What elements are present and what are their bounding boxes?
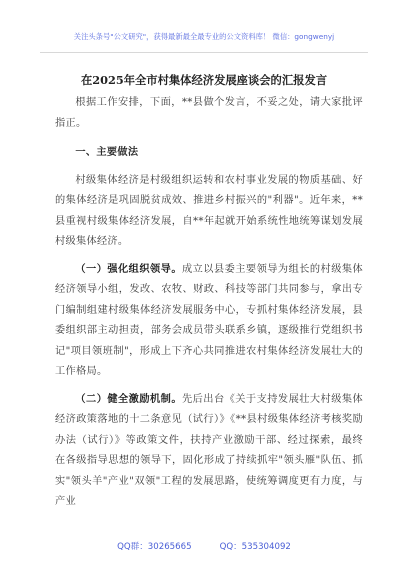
- footer-qq-group: QQ群：30265665: [117, 542, 192, 552]
- footer-qq-number: QQ：535304092: [219, 542, 291, 552]
- document-title: 在2025年全市村集体经济发展座谈会的汇报发言: [80, 73, 328, 87]
- footer-contact: [0, 540, 408, 552]
- header-note: 关注头条号"公文研究"，获得最新最全最专业的公文资料库！ 微信：gongwenyj: [73, 32, 335, 41]
- section-intro-paragraph: 村级集体经济是村级组织运转和农村事业发展的物质基础、好的集体经济是巩固脱贫成效、推进乡村振兴的"利器"。近年来，**县重视村级集体经济发展，自**年起就开始系统性地统筹谋划发展村级集体经济。: [55, 174, 363, 247]
- item-heading-incentive: （二）健全激励机制。: [75, 392, 182, 405]
- item-paragraph-incentive: [55, 389, 363, 513]
- header-divider: [40, 52, 368, 53]
- document-body: [55, 93, 363, 519]
- item-paragraph-organization: [55, 259, 363, 383]
- section-heading: 一、主要做法: [75, 146, 139, 158]
- opening-paragraph: 根据工作安排，下面，**县做个发言，不妥之处，请大家批评指正。: [55, 97, 363, 129]
- item-body-organization: 成立以县委主要领导为组长的村级集体经济领导小组，发改、农牧、财政、科技等部门共同参与，拿出专门编制组建村级集体经济发展服务中心，专抓村集体经济发展，县委组织部主动担责，部务会成员带头联系乡镇，逐级推行党组织书记"项目领班制"，形成上下齐心共同推进农村集体经济发展壮大的工作格局。: [55, 263, 364, 377]
- item-heading-organization: （一）强化组织领导。: [75, 262, 182, 275]
- item-body-incentive: 先后出台《关于支持发展壮大村级集体经济政策落地的十二条意见（试行）》《**县村级集体经济考核奖励办法（试行）》等政策文件，扶持产业激励干部、经过探索，最终在各级指导思想的领导下，固化形成了持续抓牢"领头雁"队伍、抓实"领头羊"产业"双领"工程的发展思路，使统筹调度更有力度，与产业: [55, 393, 364, 507]
